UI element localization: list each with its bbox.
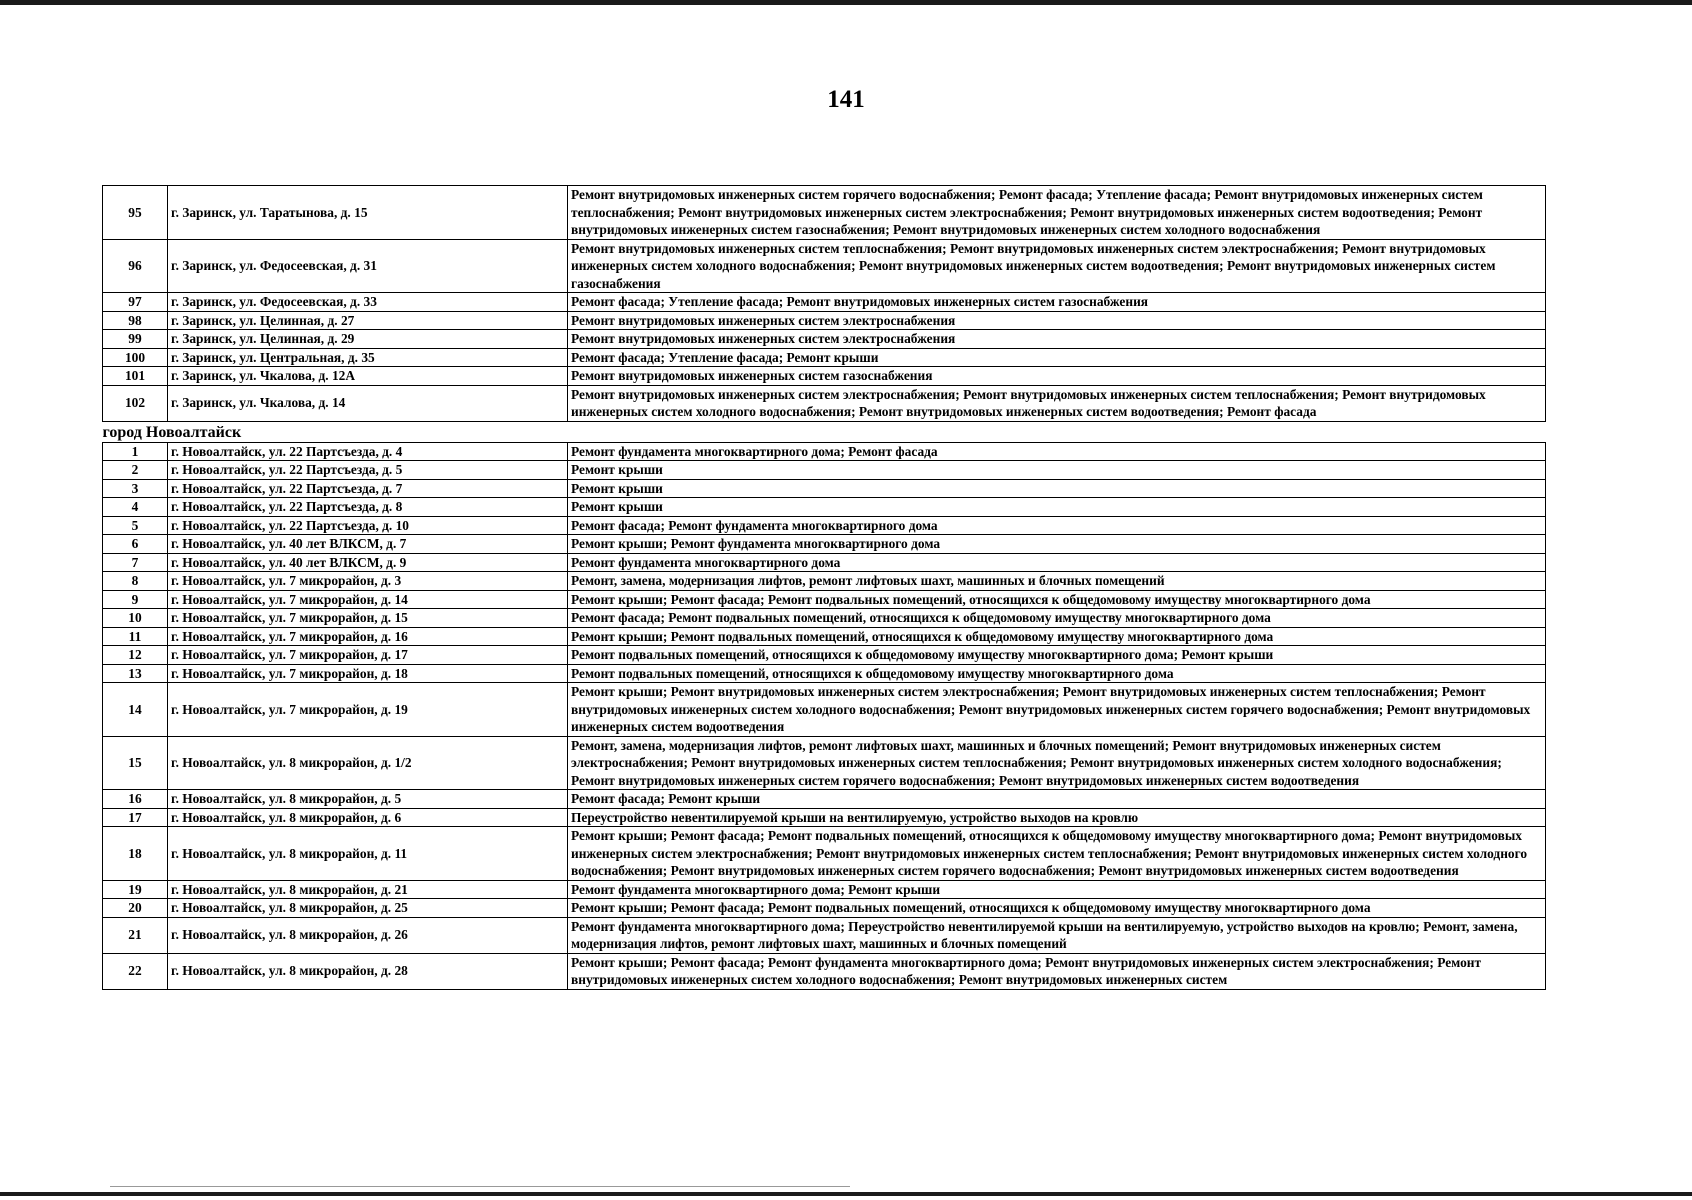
row-address: г. Новоалтайск, ул. 40 лет ВЛКСМ, д. 9	[168, 553, 568, 572]
row-number: 95	[103, 186, 168, 240]
table-row	[103, 880, 1546, 899]
row-number: 97	[103, 293, 168, 312]
row-number: 101	[103, 367, 168, 386]
table-row	[103, 953, 1546, 989]
row-works: Ремонт внутридомовых инженерных систем электроснабжения	[568, 330, 1546, 349]
row-number: 12	[103, 646, 168, 665]
row-number: 102	[103, 385, 168, 421]
row-works: Ремонт подвальных помещений, относящихся к общедомовому имуществу многоквартирного дома	[568, 664, 1546, 683]
row-number: 21	[103, 917, 168, 953]
row-address: г. Новоалтайск, ул. 22 Партсъезда, д. 7	[168, 479, 568, 498]
table-row	[103, 186, 1546, 240]
table-row	[103, 917, 1546, 953]
table-row	[103, 664, 1546, 683]
row-works: Ремонт внутридомовых инженерных систем газоснабжения	[568, 367, 1546, 386]
bottom-thin-line	[110, 1186, 850, 1187]
table-row	[103, 479, 1546, 498]
row-address: г. Новоалтайск, ул. 8 микрорайон, д. 6	[168, 808, 568, 827]
row-address: г. Новоалтайск, ул. 8 микрорайон, д. 26	[168, 917, 568, 953]
row-number: 14	[103, 683, 168, 737]
row-address: г. Новоалтайск, ул. 7 микрорайон, д. 17	[168, 646, 568, 665]
row-works: Ремонт фундамента многоквартирного дома	[568, 553, 1546, 572]
row-address: г. Новоалтайск, ул. 7 микрорайон, д. 14	[168, 590, 568, 609]
row-works: Ремонт внутридомовых инженерных систем горячего водоснабжения; Ремонт фасада; Утепление фасада; Ремонт внутридомовых инженерных систем теплоснабжения; Ремонт внутридомовых инженерных систем электроснабжения; Ремонт внутридомовых инженерных систем водоотведения; Ремонт внутридомовых инженерных систем газоснабжения; Ремонт внутридомовых инженерных систем холодного водоснабжения	[568, 186, 1546, 240]
row-number: 1	[103, 442, 168, 461]
row-works: Ремонт фасада; Ремонт крыши	[568, 790, 1546, 809]
row-number: 13	[103, 664, 168, 683]
table-row	[103, 683, 1546, 737]
row-number: 3	[103, 479, 168, 498]
table-row	[103, 790, 1546, 809]
table-row	[103, 609, 1546, 628]
row-address: г. Новоалтайск, ул. 8 микрорайон, д. 5	[168, 790, 568, 809]
row-number: 9	[103, 590, 168, 609]
row-address: г. Заринск, ул. Чкалова, д. 12А	[168, 367, 568, 386]
row-number: 17	[103, 808, 168, 827]
row-number: 7	[103, 553, 168, 572]
row-address: г. Новоалтайск, ул. 8 микрорайон, д. 25	[168, 899, 568, 918]
section-header-row	[103, 421, 1546, 442]
zarinsk-rows	[103, 186, 1546, 422]
row-number: 19	[103, 880, 168, 899]
table-row	[103, 646, 1546, 665]
row-works: Ремонт крыши; Ремонт внутридомовых инженерных систем электроснабжения; Ремонт внутридомовых инженерных систем теплоснабжения; Ремонт внутридомовых инженерных систем холодного водоснабжения; Ремонт внутридомовых инженерных систем горячего водоснабжения; Ремонт внутридомовых инженерных систем водоотведения	[568, 683, 1546, 737]
row-works: Ремонт фасада; Ремонт фундамента многоквартирного дома	[568, 516, 1546, 535]
row-works: Ремонт внутридомовых инженерных систем электроснабжения; Ремонт внутридомовых инженерных систем теплоснабжения; Ремонт внутридомовых инженерных систем холодного водоснабжения; Ремонт внутридомовых инженерных систем водоотведения; Ремонт фасада	[568, 385, 1546, 421]
row-number: 16	[103, 790, 168, 809]
table-row	[103, 311, 1546, 330]
section-header-block	[103, 421, 1546, 442]
table-row	[103, 367, 1546, 386]
table-row	[103, 516, 1546, 535]
repair-works-table	[102, 185, 1546, 990]
table-row	[103, 736, 1546, 790]
row-number: 20	[103, 899, 168, 918]
row-address: г. Новоалтайск, ул. 7 микрорайон, д. 3	[168, 572, 568, 591]
row-number: 22	[103, 953, 168, 989]
row-number: 98	[103, 311, 168, 330]
row-number: 6	[103, 535, 168, 554]
row-number: 15	[103, 736, 168, 790]
row-address: г. Заринск, ул. Целинная, д. 29	[168, 330, 568, 349]
table-row	[103, 330, 1546, 349]
bottom-border-line	[0, 1192, 1692, 1196]
row-address: г. Новоалтайск, ул. 40 лет ВЛКСМ, д. 7	[168, 535, 568, 554]
table-row	[103, 590, 1546, 609]
row-address: г. Новоалтайск, ул. 7 микрорайон, д. 15	[168, 609, 568, 628]
row-works: Ремонт подвальных помещений, относящихся к общедомовому имуществу многоквартирного дома; Ремонт крыши	[568, 646, 1546, 665]
table-row	[103, 899, 1546, 918]
row-works: Ремонт крыши	[568, 461, 1546, 480]
table-row	[103, 572, 1546, 591]
row-works: Ремонт, замена, модернизация лифтов, ремонт лифтовых шахт, машинных и блочных помещений	[568, 572, 1546, 591]
row-number: 96	[103, 239, 168, 293]
table-row	[103, 827, 1546, 881]
table-row	[103, 535, 1546, 554]
row-address: г. Новоалтайск, ул. 8 микрорайон, д. 21	[168, 880, 568, 899]
row-works: Ремонт фасада; Утепление фасада; Ремонт внутридомовых инженерных систем газоснабжения	[568, 293, 1546, 312]
row-address: г. Новоалтайск, ул. 8 микрорайон, д. 1/2	[168, 736, 568, 790]
row-works: Ремонт внутридомовых инженерных систем электроснабжения	[568, 311, 1546, 330]
row-address: г. Заринск, ул. Чкалова, д. 14	[168, 385, 568, 421]
row-address: г. Новоалтайск, ул. 22 Партсъезда, д. 4	[168, 442, 568, 461]
row-address: г. Новоалтайск, ул. 22 Партсъезда, д. 5	[168, 461, 568, 480]
row-address: г. Новоалтайск, ул. 7 микрорайон, д. 18	[168, 664, 568, 683]
row-number: 18	[103, 827, 168, 881]
row-works: Ремонт крыши; Ремонт фасада; Ремонт фундамента многоквартирного дома; Ремонт внутридомовых инженерных систем электроснабжения; Ремонт внутридомовых инженерных систем холодного водоснабжения; Ремонт внутридомовых инженерных систем	[568, 953, 1546, 989]
row-works: Ремонт фундамента многоквартирного дома; Ремонт фасада	[568, 442, 1546, 461]
row-works: Ремонт крыши; Ремонт фундамента многоквартирного дома	[568, 535, 1546, 554]
row-number: 8	[103, 572, 168, 591]
top-border-line	[0, 0, 1692, 5]
row-works: Ремонт крыши; Ремонт фасада; Ремонт подвальных помещений, относящихся к общедомовому имуществу многоквартирного дома	[568, 899, 1546, 918]
row-number: 5	[103, 516, 168, 535]
row-works: Ремонт крыши; Ремонт подвальных помещений, относящихся к общедомовому имуществу многоквартирного дома	[568, 627, 1546, 646]
row-number: 11	[103, 627, 168, 646]
table-row	[103, 385, 1546, 421]
row-works: Ремонт, замена, модернизация лифтов, ремонт лифтовых шахт, машинных и блочных помещений; Ремонт внутридомовых инженерных систем электроснабжения; Ремонт внутридомовых инженерных систем теплоснабжения; Ремонт внутридомовых инженерных систем холодного водоснабжения; Ремонт внутридомовых инженерных систем горячего водоснабжения; Ремонт внутридомовых инженерных систем водоотведения	[568, 736, 1546, 790]
row-works: Ремонт крыши	[568, 479, 1546, 498]
table-row	[103, 442, 1546, 461]
row-works: Переустройство невентилируемой крыши на вентилируемую, устройство выходов на кровлю	[568, 808, 1546, 827]
row-address: г. Новоалтайск, ул. 7 микрорайон, д. 16	[168, 627, 568, 646]
section-title: город Новоалтайск	[103, 421, 1546, 442]
row-address: г. Новоалтайск, ул. 7 микрорайон, д. 19	[168, 683, 568, 737]
page-number: 141	[827, 86, 865, 113]
table-row	[103, 553, 1546, 572]
table-row	[103, 293, 1546, 312]
row-address: г. Новоалтайск, ул. 8 микрорайон, д. 28	[168, 953, 568, 989]
row-works: Ремонт фасада; Утепление фасада; Ремонт крыши	[568, 348, 1546, 367]
novoaltaysk-rows	[103, 442, 1546, 989]
row-number: 100	[103, 348, 168, 367]
row-address: г. Новоалтайск, ул. 22 Партсъезда, д. 8	[168, 498, 568, 517]
row-number: 2	[103, 461, 168, 480]
row-address: г. Новоалтайск, ул. 22 Партсъезда, д. 10	[168, 516, 568, 535]
row-works: Ремонт фундамента многоквартирного дома; Переустройство невентилируемой крыши на вентилируемую, устройство выходов на кровлю; Ремонт, замена, модернизация лифтов, ремонт лифтовых шахт, машинных и блочных помещений	[568, 917, 1546, 953]
row-address: г. Заринск, ул. Таратынова, д. 15	[168, 186, 568, 240]
row-number: 4	[103, 498, 168, 517]
table-row	[103, 808, 1546, 827]
row-works: Ремонт крыши; Ремонт фасада; Ремонт подвальных помещений, относящихся к общедомовому имуществу многоквартирного дома; Ремонт внутридомовых инженерных систем электроснабжения; Ремонт внутридомовых инженерных систем теплоснабжения; Ремонт внутридомовых инженерных систем холодного водоснабжения; Ремонт внутридомовых инженерных систем горячего водоснабжения; Ремонт внутридомовых инженерных систем водоотведения	[568, 827, 1546, 881]
row-works: Ремонт внутридомовых инженерных систем теплоснабжения; Ремонт внутридомовых инженерных систем электроснабжения; Ремонт внутридомовых инженерных систем холодного водоснабжения; Ремонт внутридомовых инженерных систем водоотведения; Ремонт внутридомовых инженерных систем газоснабжения	[568, 239, 1546, 293]
row-address: г. Заринск, ул. Федосеевская, д. 33	[168, 293, 568, 312]
row-address: г. Новоалтайск, ул. 8 микрорайон, д. 11	[168, 827, 568, 881]
row-address: г. Заринск, ул. Целинная, д. 27	[168, 311, 568, 330]
row-number: 99	[103, 330, 168, 349]
row-address: г. Заринск, ул. Центральная, д. 35	[168, 348, 568, 367]
row-works: Ремонт крыши; Ремонт фасада; Ремонт подвальных помещений, относящихся к общедомовому имуществу многоквартирного дома	[568, 590, 1546, 609]
row-works: Ремонт крыши	[568, 498, 1546, 517]
row-number: 10	[103, 609, 168, 628]
row-address: г. Заринск, ул. Федосеевская, д. 31	[168, 239, 568, 293]
table-row	[103, 239, 1546, 293]
table-row	[103, 498, 1546, 517]
table-row	[103, 348, 1546, 367]
row-works: Ремонт фасада; Ремонт подвальных помещений, относящихся к общедомовому имуществу многоквартирного дома	[568, 609, 1546, 628]
table-row	[103, 461, 1546, 480]
row-works: Ремонт фундамента многоквартирного дома; Ремонт крыши	[568, 880, 1546, 899]
table-row	[103, 627, 1546, 646]
